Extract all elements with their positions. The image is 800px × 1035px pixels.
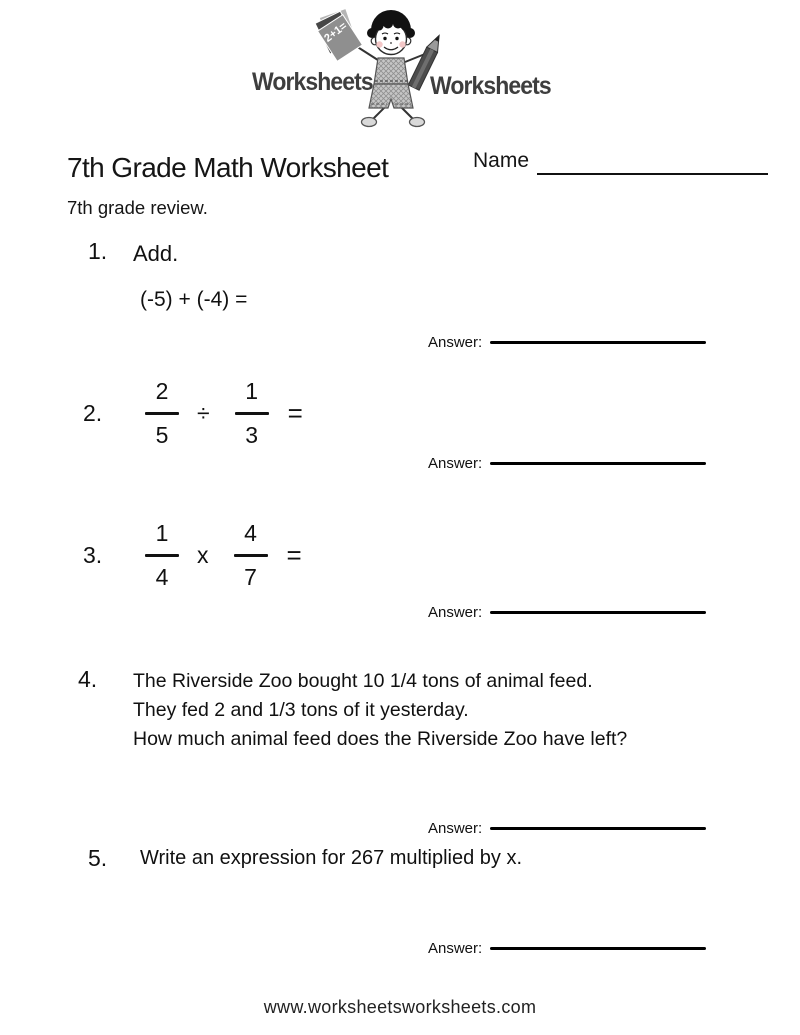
foot-left [362, 118, 377, 127]
answer-row-5 [428, 938, 706, 958]
cheek-left [376, 41, 382, 47]
paper-equation-text: 2+1= [322, 20, 350, 45]
answer-label: Answer: [428, 819, 483, 837]
problem-1-instruction: Add. [133, 241, 179, 266]
problem-3 [83, 522, 302, 589]
page-title: 7th Grade Math Worksheet [67, 152, 389, 183]
pencil-icon [408, 32, 444, 90]
problem-4-line-1: The Riverside Zoo bought 10 1/4 tons of animal feed. [133, 670, 593, 692]
name-label: Name [473, 149, 530, 172]
answer-label: Answer: [428, 939, 483, 957]
eye-right [395, 37, 398, 40]
problem-4-number: 4. [78, 666, 98, 692]
answer-blank-line [490, 947, 706, 950]
answer-blank-line [490, 611, 706, 614]
problem-5-text: Write an expression for 267 multiplied by x. [140, 847, 523, 869]
vest [374, 58, 408, 84]
answer-blank-line [490, 341, 706, 344]
answer-row-1 [428, 332, 706, 352]
worksheet-subtitle: 7th grade review. [67, 197, 208, 218]
fraction-numerator: 2 [155, 378, 169, 404]
cheek-right [399, 41, 405, 47]
fraction-denominator: 3 [245, 422, 259, 448]
problem-4-text [133, 667, 627, 753]
problem-1-expression: (-5) + (-4) = [140, 288, 248, 311]
brand-worksheets-left: Worksheets [252, 68, 373, 96]
answer-label: Answer: [428, 454, 483, 472]
problem-4-line-3: How much animal feed does the Riverside Zoo have left? [133, 727, 628, 750]
problem-2 [83, 380, 303, 447]
problem-1-number: 1. [88, 238, 108, 264]
answer-label: Answer: [428, 333, 483, 351]
boy-with-papers-and-pencil-icon [306, 6, 476, 130]
fraction-numerator: 1 [245, 378, 259, 404]
fraction [233, 522, 269, 589]
fraction [234, 380, 270, 447]
answer-row-4 [428, 818, 706, 838]
answer-blank-line [490, 462, 706, 465]
answer-label: Answer: [428, 603, 483, 621]
eye-left [383, 37, 386, 40]
footer-url: www.worksheetsworksheets.com [263, 997, 537, 1017]
answer-row-3 [428, 602, 706, 622]
fraction-denominator: 4 [155, 564, 169, 590]
fraction [144, 522, 180, 589]
fraction-denominator: 7 [244, 564, 257, 590]
fraction-denominator: 5 [155, 422, 169, 448]
multiplication-operator: x [197, 542, 209, 568]
fraction [144, 380, 180, 447]
brand-worksheets-right: Worksheets [430, 72, 551, 100]
division-operator: ÷ [197, 400, 210, 426]
answer-row-2 [428, 453, 706, 473]
foot-right [410, 118, 425, 127]
fraction-numerator: 4 [244, 520, 257, 546]
equals-sign: = [287, 398, 303, 428]
problem-2-number: 2. [83, 400, 103, 426]
problem-3-number: 3. [83, 542, 103, 568]
equals-sign: = [286, 540, 302, 570]
problem-4-line-2: They fed 2 and 1/3 tons of it yesterday. [133, 698, 469, 721]
fraction-numerator: 1 [155, 520, 169, 546]
problem-5-number: 5. [88, 845, 108, 871]
nose [390, 42, 392, 44]
name-blank-line [537, 173, 768, 175]
answer-blank-line [490, 827, 706, 830]
papers-icon [310, 6, 367, 62]
